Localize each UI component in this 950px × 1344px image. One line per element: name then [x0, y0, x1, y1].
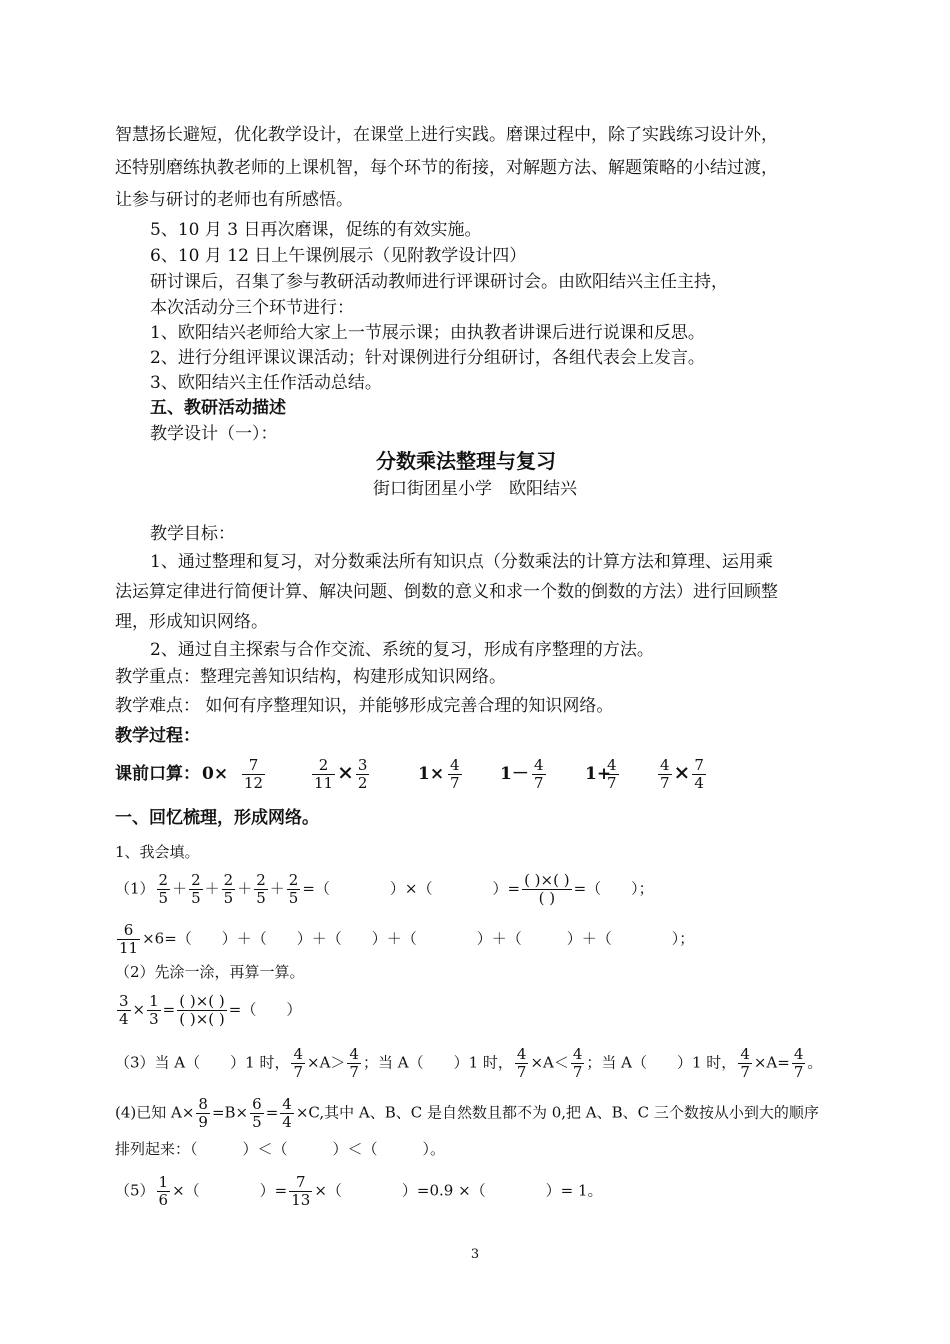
denominator: 7: [660, 774, 670, 792]
section-5-heading: 五、教研活动描述: [150, 398, 286, 418]
goal-1-line-3: 理，形成知识网络。: [115, 612, 268, 632]
intro-line-3: 让参与研讨的老师也有所感悟。: [115, 190, 353, 210]
key-point: 教学重点：整理完善知识结构，构建形成知识网络。: [115, 667, 506, 687]
oral-expr-1-fraction: [240, 757, 267, 792]
q4-part-a: (4)已知 A×: [115, 1103, 195, 1122]
numerator: 2: [312, 757, 335, 775]
item-5: 5、10 月 3 日再次磨课，促练的有效实施。: [150, 220, 482, 240]
q5-part-b: ×（ ）=0.9 ×（ ）= 1。: [314, 1181, 603, 1200]
denominator: 7: [450, 774, 460, 792]
numerator: 6: [252, 1095, 262, 1113]
numerator: 2: [256, 871, 266, 889]
q3-part-a: （3）当 A（ ）1 时，: [115, 1053, 290, 1072]
intro-line-2: 还特别磨练执教老师的上课机智，每个环节的衔接，对解题方法、解题策略的小结过渡，: [115, 158, 778, 178]
process-label: 教学过程：: [115, 726, 200, 746]
goals-label: 教学目标：: [150, 524, 235, 544]
numerator: 6: [117, 922, 140, 940]
numerator: 7: [694, 756, 704, 774]
denominator: 12: [244, 774, 264, 792]
part-1-heading: 一、回忆梳理，形成网络。: [115, 808, 319, 828]
denominator: 6: [158, 1191, 169, 1209]
q4-part-d: ×C,其中 A、B、C 是自然数且都不为 0,把 A、B、C 三个数按从小到大的顺序: [295, 1103, 819, 1122]
oral-expr-1-prefix: 0×: [202, 764, 229, 784]
numerator: 4: [572, 1045, 583, 1063]
q3-part-b: ；当 A（ ）1 时，: [362, 1053, 513, 1072]
page-number: 3: [470, 1247, 480, 1262]
denominator: 9: [198, 1113, 208, 1131]
step-2: 2、进行分组评课议课活动；针对课例进行分组研讨，各组代表会上发言。: [150, 348, 705, 368]
oral-expr-6: [656, 757, 708, 792]
question-2-label: （2）先涂一涂，再算一算。: [115, 963, 305, 981]
intro-line-1: 智慧扬长避短，优化教学设计，在课堂上进行实践。磨课过程中，除了实践练习设计外，: [115, 125, 778, 145]
question-label: 1、我会填。: [115, 843, 200, 861]
denominator: 7: [293, 1063, 304, 1081]
oral-label: 课前口算：: [115, 764, 200, 784]
q5-label: （5）: [115, 1181, 155, 1200]
numerator: 4: [534, 756, 544, 774]
numerator: 7: [289, 1174, 312, 1192]
numerator: 3: [357, 756, 368, 774]
denominator: 11: [119, 939, 139, 957]
q1b-text: ×6=（ ）＋（ ）＋（ ）＋（ ）＋（ ）＋（ ）；: [142, 929, 695, 948]
q3-equal: ×A=: [753, 1053, 790, 1072]
difficulty: 教学难点： 如何有序整理知识，并能够形成完善合理的知识网络。: [115, 696, 614, 716]
plus-sign: ＋: [204, 879, 220, 898]
numerator: 4: [293, 1045, 304, 1063]
goal-1-line-1: 1、通过整理和复习，对分数乘法所有知识点（分数乘法的计算方法和算理、运用乘: [150, 552, 773, 572]
numerator: 4: [450, 756, 460, 774]
step-3: 3、欧阳结兴主任作活动总结。: [150, 373, 382, 393]
numerator: 3: [119, 992, 129, 1010]
question-5: [115, 1174, 603, 1209]
after-line-1: 研讨课后，召集了参与教研活动教师进行评课研讨会。由欧阳结兴主任主持，: [150, 272, 728, 292]
numerator: 4: [740, 1045, 750, 1063]
q1-middle: =（ ）×（ ）=: [302, 879, 521, 898]
blank-denominator: ( ): [538, 889, 556, 907]
question-1b: [115, 922, 694, 957]
times-sign: ×: [673, 760, 691, 784]
denominator: 2: [357, 774, 368, 792]
after-line-2: 本次活动分三个环节进行：: [150, 298, 354, 318]
denominator: 7: [607, 774, 617, 792]
denominator: 7: [516, 1063, 527, 1081]
lesson-title: 分数乘法整理与复习: [376, 449, 556, 473]
plus-sign: ＋: [269, 879, 285, 898]
oral-expr-2: [310, 757, 371, 792]
blank-denominator: ( )×( ): [179, 1010, 225, 1028]
numerator: 4: [793, 1045, 804, 1063]
denominator: 7: [534, 774, 544, 792]
numerator: 4: [660, 756, 670, 774]
oral-expr-4-prefix: 1－: [500, 764, 529, 784]
numerator: 4: [607, 756, 617, 774]
q5-part-a: ×（ ）=: [172, 1181, 288, 1200]
denominator: 13: [291, 1191, 311, 1209]
oral-expr-3-fraction: [446, 757, 464, 792]
question-4-line-2: 排列起来：（ ）＜（ ）＜（ ）。: [115, 1140, 446, 1158]
numerator: 2: [223, 871, 234, 889]
denominator: 4: [694, 774, 704, 792]
q4-part-c: =: [265, 1103, 279, 1122]
numerator: 2: [158, 871, 169, 889]
denominator: 5: [191, 889, 201, 907]
numerator: 4: [516, 1045, 527, 1063]
denominator: 7: [349, 1063, 359, 1081]
denominator: 11: [314, 774, 334, 792]
denominator: 7: [740, 1063, 750, 1081]
denominator: 5: [256, 889, 266, 907]
numerator: 2: [288, 871, 299, 889]
q1-end: =（ ）；: [573, 879, 654, 898]
denominator: 5: [252, 1113, 262, 1131]
design-label: 教学设计（一）：: [150, 424, 278, 444]
q3-end: 。: [807, 1053, 823, 1072]
times-sign: ×: [132, 1000, 146, 1019]
question-4: [115, 1096, 819, 1131]
denominator: 7: [572, 1063, 583, 1081]
numerator: 8: [198, 1095, 208, 1113]
denominator: 5: [288, 889, 299, 907]
oral-expr-4-fraction: [530, 757, 548, 792]
lesson-author: 街口街团星小学 欧阳结兴: [373, 479, 577, 499]
q1-label: （1）: [115, 879, 155, 898]
numerator: 7: [242, 757, 265, 775]
step-1: 1、欧阳结兴老师给大家上一节展示课；由执教者讲课后进行说课和反思。: [150, 323, 705, 343]
numerator: 4: [349, 1045, 359, 1063]
times-sign: ×: [337, 760, 354, 784]
oral-expr-5-fraction: [603, 757, 621, 792]
goal-1-line-2: 法运算定律进行简便计算、解决问题、倒数的意义和求一个数的倒数的方法）进行回顾整: [115, 582, 778, 602]
denominator: 5: [223, 889, 234, 907]
q3-less: ×A＜: [530, 1053, 569, 1072]
denominator: 5: [158, 889, 169, 907]
question-1: [115, 872, 654, 907]
denominator: 4: [282, 1113, 292, 1131]
question-2: $\frac{3}{4}$ × $\frac{1}{3}$ = $\frac{( )\times( )}{( )\times( )}$ =（ ）: [119, 992, 302, 1028]
oral-expr-3-prefix: 1×: [418, 764, 445, 784]
q4-part-b: =B×: [211, 1103, 249, 1122]
blank-numerator: ( )×( ): [524, 871, 570, 889]
goal-2: 2、通过自主探索与合作交流、系统的复习，形成有序整理的方法。: [150, 640, 654, 660]
numerator: 1: [158, 1173, 169, 1191]
denominator: 4: [119, 1010, 129, 1028]
numerator: 1: [149, 992, 159, 1010]
item-6: 6、10 月 12 日上午课例展示（见附教学设计四）: [150, 246, 527, 266]
numerator: 2: [191, 871, 201, 889]
blank-numerator: ( )×( ): [179, 992, 225, 1010]
question-3: [115, 1046, 822, 1081]
q3-part-c: ；当 A（ ）1 时，: [586, 1053, 737, 1072]
denominator: 7: [793, 1063, 804, 1081]
plus-sign: ＋: [172, 879, 188, 898]
oral-expr-5-prefix: 1+: [585, 764, 612, 784]
q3-greater: ×A＞: [307, 1053, 346, 1072]
plus-sign: ＋: [237, 879, 253, 898]
numerator: 4: [282, 1095, 292, 1113]
q2-end: =（ ）: [228, 1000, 302, 1019]
denominator: 3: [149, 1010, 159, 1028]
